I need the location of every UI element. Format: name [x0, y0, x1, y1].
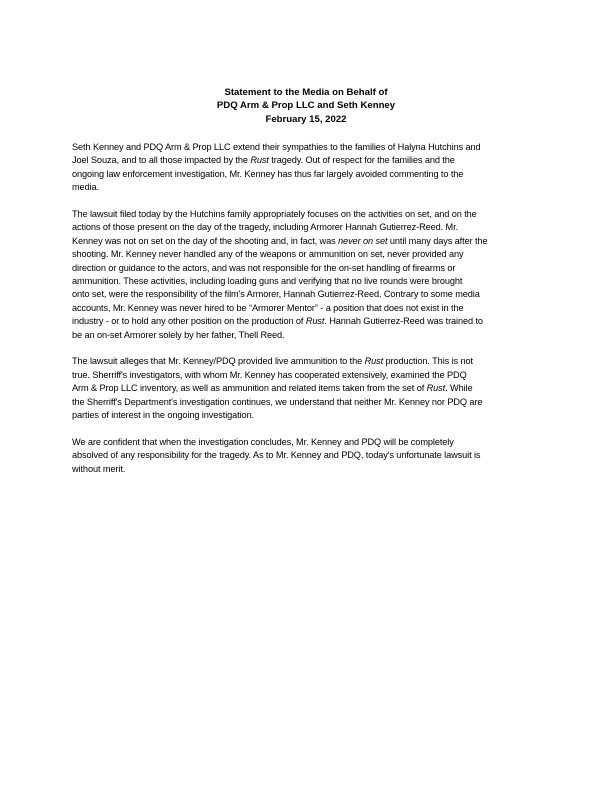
title-date: February 15, 2022 [265, 113, 347, 125]
title-line: Statement to the Media on Behalf of [224, 87, 388, 98]
statement-body [72, 141, 542, 490]
text-line: ongoing law enforcement investigation, Mr. Kenney has thus far largely avoided commenting to the [72, 168, 464, 179]
text-line: without merit. [72, 463, 126, 474]
italic-text: never on set [338, 235, 388, 246]
text-line: true. Sherriff's investigators, with whom Mr. Kenney has cooperated extensively, examined the PDQ [72, 369, 467, 380]
text-line: shooting. Mr. Kenney never handled any of the weapons or ammunition on set, never provided any [72, 249, 464, 260]
text-line: ammunition. These activities, including loading guns and verifying that no live rounds were brought [72, 276, 463, 287]
text-line: parties of interest in the ongoing investigation. [72, 410, 255, 421]
italic-text: Rust [305, 316, 325, 327]
paragraph-1 [72, 141, 542, 195]
title-line: PDQ Arm & Prop LLC and Seth Kenney [216, 100, 396, 112]
text-line: The lawsuit filed today by the Hutchins family appropriately focuses on the activities on set, and on the [72, 209, 477, 220]
italic-text: Rust [426, 383, 446, 394]
text-line: actions of those present on the day of the tragedy, including Armorer Hannah Gutierrez-Reed. Mr. [72, 222, 459, 233]
text-line: the Sherriff's Department's investigation continues, we understand that neither Mr. Kenney nor PDQ are [72, 396, 483, 407]
text-line: absolved of any responsibility for the tragedy. As to Mr. Kenney and PDQ, today's unfortunate lawsuit is [72, 450, 481, 461]
text-line: direction or guidance to the actors, and was not responsible for the on-set handling of firearms or [72, 262, 456, 273]
text-line: industry - or to hold any other position on the production of Rust. Hannah Gutierrez-Reed was trained to [72, 316, 483, 327]
italic-text: Rust [364, 356, 384, 367]
text-line: We are confident that when the investigation concludes, Mr. Kenney and PDQ will be completely [72, 436, 454, 447]
text-line: accounts, Mr. Kenney was never hired to be “Armorer Mentor” - a position that does not exist in the [72, 302, 464, 313]
paragraph-4 [72, 436, 542, 476]
statement-title [0, 86, 612, 126]
paragraph-2 [72, 208, 542, 342]
text-line: media. [72, 182, 99, 193]
text-line: onto set, were the responsibility of the film's Armorer, Hannah Gutierrez-Reed. Contrary to some media [72, 289, 480, 300]
text-line: Seth Kenney and PDQ Arm & Prop LLC extend their sympathies to the families of Halyna Hutchins and [72, 142, 481, 152]
paragraph-3 [72, 355, 542, 422]
text-line: The lawsuit alleges that Mr. Kenney/PDQ provided live ammunition to the Rust production. This is not [72, 356, 473, 367]
italic-text: Rust [250, 155, 269, 166]
text-line: be an on-set Armorer solely by her father, Thell Reed. [72, 329, 285, 340]
text-line: Joel Souza, and to all those impacted by the Rust tragedy. Out of respect for the families and the [72, 155, 455, 166]
text-line: Kenney was not on set on the day of the shooting and, in fact, was never on set until many days after the [72, 235, 488, 246]
text-line: Arm & Prop LLC inventory, as well as ammunition and related items taken from the set of Rust. While [72, 383, 473, 394]
